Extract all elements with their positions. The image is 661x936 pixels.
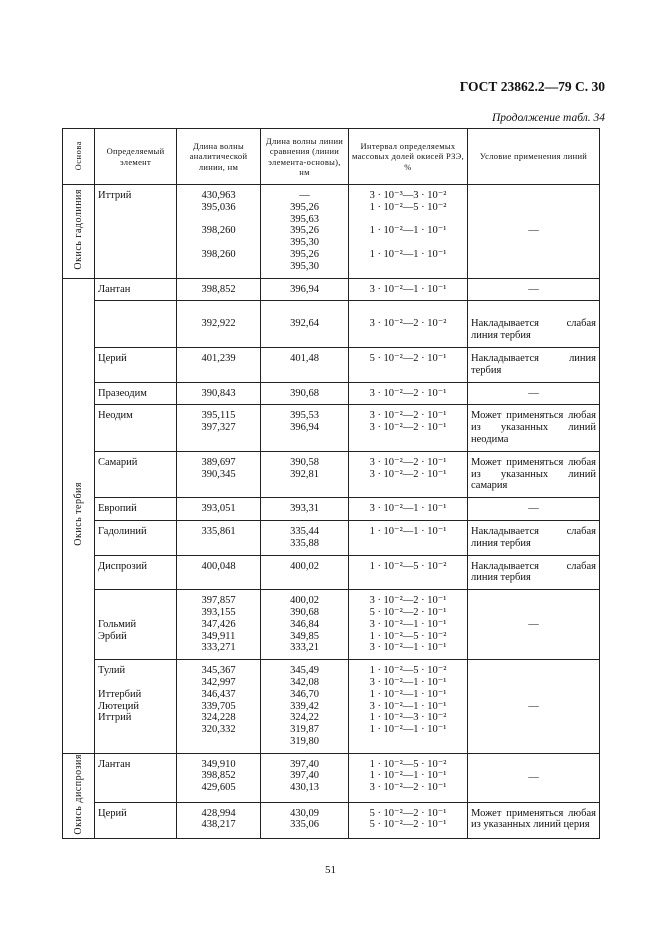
- col-header-element: Определяемый элемент: [95, 129, 177, 185]
- cell-line: 390,345: [201, 468, 236, 480]
- cell-line: 392,922: [201, 318, 236, 330]
- cell-line: 5 · 10⁻²—2 · 10⁻¹: [369, 807, 447, 819]
- col-header-base: [63, 129, 95, 185]
- cell-line: [180, 237, 257, 249]
- condition-text: —: [528, 225, 539, 237]
- cell-line: [180, 736, 257, 748]
- cell-line: —: [299, 190, 310, 201]
- analytic-cell: [177, 382, 261, 405]
- analytic-cell: [177, 405, 261, 451]
- cell-line: [180, 261, 257, 273]
- cell-line: 390,68: [290, 606, 319, 618]
- table-row: [63, 347, 600, 382]
- interval-cell: [349, 451, 468, 497]
- cell-line: 339,42: [290, 700, 319, 712]
- cell-line: 342,08: [290, 676, 319, 688]
- cell-line: [98, 677, 173, 689]
- comparison-cell: [261, 301, 349, 348]
- base-cell: [63, 278, 95, 753]
- table-continuation-note: Продолжение табл. 34: [492, 112, 605, 124]
- condition-cell: [468, 382, 600, 405]
- cell-line: [180, 538, 257, 550]
- table-row: [63, 405, 600, 451]
- cell-line: 400,048: [201, 560, 236, 572]
- cell-line: 349,911: [201, 630, 236, 642]
- cell-line: 397,857: [201, 595, 236, 607]
- interval-cell: [349, 185, 468, 279]
- table-row: [63, 590, 600, 660]
- cell-line: 1 · 10⁻²—1 · 10⁻¹: [369, 770, 447, 782]
- cell-line: Тулий: [98, 665, 126, 677]
- cell-line: 395,26: [290, 248, 319, 260]
- cell-line: [98, 595, 173, 607]
- element-cell: [95, 382, 177, 405]
- interval-cell: [349, 802, 468, 838]
- element-name: Лантан: [98, 283, 131, 295]
- analytic-cell: [177, 660, 261, 754]
- cell-line: 395,63: [290, 213, 319, 225]
- interval-cell: [349, 347, 468, 382]
- analytic-cell: [177, 802, 261, 838]
- cell-line: 3 · 10⁻²—2 · 10⁻¹: [369, 782, 447, 794]
- condition-text: Может применяться любая из указанных линий самария: [471, 456, 596, 492]
- cell-line: 390,843: [201, 387, 236, 399]
- condition-cell: [468, 185, 600, 279]
- analytic-cell: [177, 185, 261, 279]
- condition-text: —: [528, 503, 539, 515]
- cell-line: 393,051: [201, 503, 236, 515]
- cell-line: 3 · 10⁻²—2 · 10⁻¹: [369, 468, 447, 480]
- cell-line: 396,94: [290, 283, 319, 295]
- lines-table: [62, 128, 600, 839]
- cell-line: [352, 736, 464, 748]
- condition-cell: [468, 301, 600, 348]
- cell-line: 397,40: [290, 770, 319, 782]
- cell-line: 324,228: [201, 712, 236, 724]
- interval-cell: [349, 301, 468, 348]
- table-row: [63, 660, 600, 754]
- cell-line: 3 · 10⁻²—2 · 10⁻¹: [369, 387, 447, 399]
- cell-line: 345,367: [201, 665, 236, 677]
- table-header-row: [63, 129, 600, 185]
- base-cell: [63, 185, 95, 279]
- comparison-cell: [261, 555, 349, 590]
- table-row: [63, 278, 600, 301]
- cell-line: 319,80: [290, 735, 319, 747]
- cell-line: 3 · 10⁻³—3 · 10⁻²: [369, 190, 447, 201]
- table-row: [63, 382, 600, 405]
- cell-line: 1 · 10⁻²—5 · 10⁻²: [369, 758, 447, 770]
- cell-line: 1 · 10⁻²—5 · 10⁻²: [369, 665, 447, 677]
- cell-line: 438,217: [201, 819, 236, 831]
- analytic-cell: [177, 520, 261, 555]
- cell-line: 3 · 10⁻²—1 · 10⁻¹: [369, 700, 447, 712]
- interval-cell: [349, 660, 468, 754]
- condition-cell: [468, 405, 600, 451]
- cell-line: 3 · 10⁻²—2 · 10⁻¹: [369, 410, 447, 422]
- cell-line: 1 · 10⁻²—3 · 10⁻²: [369, 712, 447, 724]
- element-cell: [95, 660, 177, 754]
- cell-line: 346,84: [290, 618, 319, 630]
- cell-line: Иттербий: [98, 688, 142, 700]
- analytic-cell: [177, 555, 261, 590]
- cell-line: 349,910: [201, 758, 236, 770]
- element-name: Гадолиний: [98, 525, 147, 537]
- cell-line: 400,02: [290, 560, 319, 572]
- analytic-cell: [177, 753, 261, 802]
- condition-text: —: [528, 618, 539, 630]
- cell-line: 335,861: [201, 525, 236, 537]
- cell-line: 390,68: [290, 387, 319, 399]
- element-cell: [95, 405, 177, 451]
- cell-line: 345,49: [290, 665, 319, 677]
- cell-line: 395,30: [290, 237, 319, 249]
- condition-cell: [468, 498, 600, 521]
- cell-line: Иттрий: [98, 712, 132, 724]
- table-row: [63, 802, 600, 838]
- element-name: Церий: [98, 807, 127, 819]
- cell-line: 392,64: [290, 318, 319, 330]
- cell-line: 398,852: [201, 770, 236, 782]
- cell-line: 3 · 10⁻²—2 · 10⁻¹: [369, 595, 447, 607]
- cell-line: 333,271: [201, 642, 236, 654]
- cell-line: 342,997: [201, 676, 236, 688]
- table-row: [63, 520, 600, 555]
- cell-line: 401,48: [290, 352, 319, 364]
- table-row: [63, 753, 600, 802]
- page-number: 51: [325, 864, 336, 876]
- cell-line: 398,260: [201, 225, 236, 237]
- cell-line: 401,239: [201, 352, 236, 364]
- cell-line: 1 · 10⁻²—1 · 10⁻¹: [369, 724, 447, 736]
- condition-cell: [468, 590, 600, 660]
- interval-cell: [349, 278, 468, 301]
- cell-line: Лютеций: [98, 700, 139, 712]
- comparison-cell: [261, 660, 349, 754]
- cell-line: 393,155: [201, 606, 236, 618]
- cell-line: 3 · 10⁻²—2 · 10⁻¹: [369, 422, 447, 434]
- cell-line: 389,697: [201, 456, 236, 468]
- cell-line: 335,88: [290, 537, 319, 549]
- condition-cell: [468, 660, 600, 754]
- cell-line: [352, 261, 464, 273]
- cell-line: 1 · 10⁻²—1 · 10⁻¹: [369, 225, 447, 237]
- table-row: [63, 451, 600, 497]
- cell-line: 397,327: [201, 422, 236, 434]
- comparison-cell: [261, 278, 349, 301]
- col-header-analytic: Длина волны аналитической линии, нм: [177, 129, 261, 185]
- cell-line: 395,115: [201, 410, 236, 422]
- interval-cell: [349, 555, 468, 590]
- col-header-comparison: Длина волны линии сравнения (линии элемента-основы), нм: [261, 129, 349, 185]
- cell-line: 392,81: [290, 468, 319, 480]
- element-cell: [95, 451, 177, 497]
- cell-line: 5 · 10⁻²—2 · 10⁻¹: [369, 352, 447, 364]
- comparison-cell: [261, 185, 349, 279]
- element-cell: [95, 278, 177, 301]
- cell-line: 390,58: [290, 456, 319, 468]
- cell-line: 333,21: [290, 642, 319, 654]
- comparison-cell: [261, 520, 349, 555]
- table-row: [63, 555, 600, 590]
- cell-line: 320,332: [201, 724, 236, 736]
- element-name: Самарий: [98, 456, 138, 468]
- element-cell: [95, 185, 177, 279]
- condition-text: —: [528, 283, 539, 295]
- element-name: Лантан: [98, 758, 131, 770]
- cell-line: 3 · 10⁻²—2 · 10⁻²: [369, 318, 447, 330]
- condition-text: Может применяться любая из указанных линий неодима: [471, 410, 596, 445]
- condition-cell: [468, 520, 600, 555]
- cell-line: 3 · 10⁻²—1 · 10⁻¹: [369, 642, 447, 654]
- analytic-cell: [177, 590, 261, 660]
- cell-line: 3 · 10⁻²—1 · 10⁻¹: [369, 676, 447, 688]
- comparison-cell: [261, 347, 349, 382]
- element-cell: [95, 498, 177, 521]
- condition-text: Может применяться любая из указанных линий церия: [471, 807, 596, 831]
- cell-line: 400,02: [290, 595, 319, 607]
- element-cell: [95, 301, 177, 348]
- cell-line: 3 · 10⁻²—2 · 10⁻¹: [369, 456, 447, 468]
- cell-line: 346,70: [290, 688, 319, 700]
- cell-line: 3 · 10⁻²—1 · 10⁻¹: [369, 283, 447, 295]
- base-cell: [63, 753, 95, 838]
- element-cell: [95, 555, 177, 590]
- cell-line: [180, 214, 257, 226]
- base-label: Окись тербия: [72, 481, 84, 546]
- cell-line: 430,13: [290, 782, 319, 794]
- element-name: Диспрозий: [98, 560, 147, 572]
- cell-line: 397,40: [290, 758, 319, 770]
- cell-line: 429,605: [201, 782, 236, 794]
- condition-cell: [468, 802, 600, 838]
- condition-text: Накладывается слабая линия тербия: [471, 525, 596, 549]
- cell-line: 395,036: [201, 201, 236, 213]
- col-header-interval: Интервал определяемых массовых долей окисей РЗЭ, %: [349, 129, 468, 185]
- interval-cell: [349, 498, 468, 521]
- cell-line: [352, 538, 464, 550]
- comparison-cell: [261, 590, 349, 660]
- element-name: Европий: [98, 503, 137, 515]
- cell-line: 349,85: [290, 630, 319, 642]
- comparison-cell: [261, 405, 349, 451]
- condition-text: Накладывается слабая линия тербия: [471, 560, 596, 584]
- element-name: Церий: [98, 352, 127, 364]
- cell-line: 428,994: [201, 807, 236, 819]
- cell-line: 395,26: [290, 201, 319, 213]
- cell-line: 395,26: [290, 225, 319, 237]
- cell-line: [98, 736, 173, 748]
- condition-cell: [468, 347, 600, 382]
- condition-cell: [468, 555, 600, 590]
- comparison-cell: [261, 498, 349, 521]
- comparison-cell: [261, 451, 349, 497]
- condition-text: —: [528, 771, 539, 783]
- table-row: [63, 498, 600, 521]
- condition-text: —: [528, 700, 539, 712]
- interval-cell: [349, 382, 468, 405]
- condition-cell: [468, 278, 600, 301]
- cell-line: 5 · 10⁻²—2 · 10⁻¹: [369, 606, 447, 618]
- comparison-cell: [261, 802, 349, 838]
- cell-line: 430,963: [201, 190, 236, 201]
- cell-line: 393,31: [290, 503, 319, 515]
- comparison-cell: [261, 382, 349, 405]
- cell-line: 395,30: [290, 260, 319, 272]
- cell-line: [352, 214, 464, 226]
- cell-line: [98, 724, 173, 736]
- cell-line: 395,53: [290, 410, 319, 422]
- document-header: ГОСТ 23862.2—79 С. 30: [459, 79, 605, 94]
- base-label: Окись диспрозия: [72, 753, 84, 835]
- cell-line: 347,426: [201, 618, 236, 630]
- condition-text: Накладывается слабая линия тербия: [471, 318, 596, 342]
- cell-line: [98, 642, 173, 654]
- element-name: Иттрий: [98, 190, 132, 201]
- interval-cell: [349, 405, 468, 451]
- col-header-base-text: Основа: [73, 140, 84, 170]
- cell-line: 339,705: [201, 700, 236, 712]
- cell-line: 1 · 10⁻²—1 · 10⁻¹: [369, 688, 447, 700]
- cell-line: 3 · 10⁻²—1 · 10⁻¹: [369, 503, 447, 515]
- cell-line: 398,260: [201, 248, 236, 260]
- interval-cell: [349, 590, 468, 660]
- analytic-cell: [177, 301, 261, 348]
- element-cell: [95, 590, 177, 660]
- cell-line: 346,437: [201, 688, 236, 700]
- element-name: Празеодим: [98, 387, 147, 399]
- element-cell: [95, 347, 177, 382]
- analytic-cell: [177, 278, 261, 301]
- base-label: Окись гадолиния: [72, 189, 84, 270]
- analytic-cell: [177, 451, 261, 497]
- cell-line: Гольмий: [98, 618, 137, 630]
- interval-cell: [349, 753, 468, 802]
- condition-text: —: [528, 387, 539, 399]
- condition-text: Накладывается линия тербия: [471, 352, 596, 376]
- cell-line: Эрбий: [98, 630, 127, 642]
- cell-line: 1 · 10⁻²—1 · 10⁻¹: [369, 525, 447, 537]
- element-name: Неодим: [98, 410, 133, 422]
- cell-line: [352, 237, 464, 249]
- condition-cell: [468, 753, 600, 802]
- cell-line: 398,852: [201, 283, 236, 295]
- cell-line: 5 · 10⁻²—2 · 10⁻¹: [369, 819, 447, 831]
- table-row: [63, 185, 600, 279]
- interval-cell: [349, 520, 468, 555]
- cell-line: 335,44: [290, 525, 319, 537]
- element-cell: [95, 520, 177, 555]
- element-cell: [95, 802, 177, 838]
- cell-line: 335,06: [290, 819, 319, 831]
- table-row: [63, 301, 600, 348]
- cell-line: 3 · 10⁻²—1 · 10⁻¹: [369, 618, 447, 630]
- analytic-cell: [177, 347, 261, 382]
- condition-cell: [468, 451, 600, 497]
- comparison-cell: [261, 753, 349, 802]
- cell-line: 324,22: [290, 712, 319, 724]
- cell-line: 396,94: [290, 422, 319, 434]
- cell-line: [98, 607, 173, 619]
- analytic-cell: [177, 498, 261, 521]
- cell-line: 1 · 10⁻²—5 · 10⁻²: [369, 630, 447, 642]
- cell-line: 1 · 10⁻²—5 · 10⁻²: [369, 560, 447, 572]
- element-cell: [95, 753, 177, 802]
- cell-line: 430,09: [290, 807, 319, 819]
- cell-line: 319,87: [290, 724, 319, 736]
- col-header-condition: Условие применения линий: [468, 129, 600, 185]
- cell-line: 1 · 10⁻²—1 · 10⁻¹: [369, 248, 447, 260]
- cell-line: 1 · 10⁻²—5 · 10⁻²: [369, 201, 447, 213]
